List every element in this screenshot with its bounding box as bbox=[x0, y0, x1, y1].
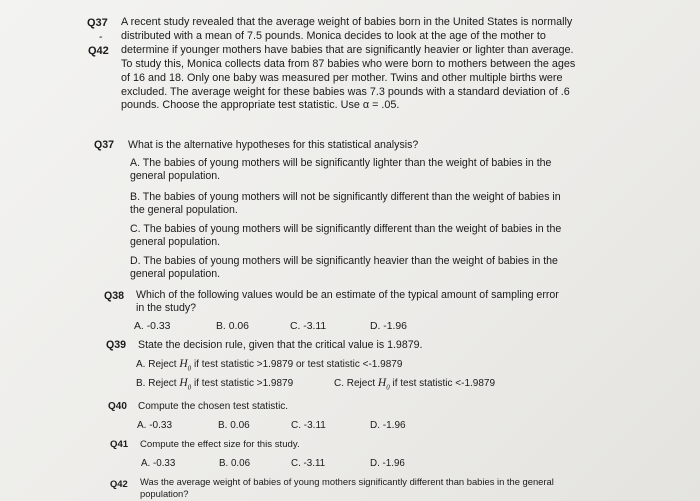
q41-question: Compute the effect size for this study. bbox=[140, 439, 300, 450]
q39-b-prefix: B. Reject bbox=[136, 378, 177, 389]
q39-option-c[interactable] bbox=[334, 377, 495, 394]
q39-option-a[interactable] bbox=[136, 358, 402, 375]
range-dash: - bbox=[99, 31, 103, 43]
q38-option-c[interactable]: C. -3.11 bbox=[290, 321, 327, 332]
q37-question: What is the alternative hypotheses for this statistical analysis? bbox=[128, 139, 419, 151]
q37-option-b[interactable]: B. The babies of young mothers will not be significantly different than the weight of babies in the general population. bbox=[130, 191, 561, 216]
q39-a-suffix: if test statistic >1.9879 or test statistic <-1.9879 bbox=[193, 359, 403, 370]
q38-option-d[interactable]: D. -1.96 bbox=[370, 321, 407, 332]
q40-option-c[interactable]: C. -3.11 bbox=[291, 420, 326, 431]
q39-number: Q39 bbox=[106, 339, 127, 351]
q40-option-b[interactable]: B. 0.06 bbox=[218, 420, 250, 431]
q37-header-number: Q37 bbox=[87, 17, 108, 29]
q39-question: State the decision rule, given that the critical value is 1.9879. bbox=[138, 339, 423, 351]
q42-range-number: Q42 bbox=[88, 45, 109, 57]
null-hypothesis-symbol: $H_0$ bbox=[179, 377, 192, 392]
q40-number: Q40 bbox=[108, 401, 127, 412]
q39-b-suffix: if test statistic >1.9879 bbox=[193, 378, 294, 389]
q40-option-a[interactable]: A. -0.33 bbox=[137, 420, 173, 431]
q39-c-prefix: C. Reject bbox=[334, 378, 376, 389]
q41-number: Q41 bbox=[110, 439, 129, 450]
q41-option-b[interactable]: B. 0.06 bbox=[219, 458, 251, 469]
q39-option-b[interactable] bbox=[136, 377, 293, 394]
q38-number: Q38 bbox=[104, 290, 125, 302]
null-hypothesis-symbol: $H_0$ bbox=[179, 358, 192, 373]
q37-option-d[interactable]: D. The babies of young mothers will be significantly heavier than the weight of babies in the general population. bbox=[130, 255, 558, 280]
q41-option-d[interactable]: D. -1.96 bbox=[370, 458, 405, 469]
scenario-intro-text: A recent study revealed that the average weight of babies born in the United States is normally distributed with a mean of 7.5 pounds. Monica decides to look at the age of the mother to determine if younger mothers have babies that are significantly heavier or lighter than average. To study this, Monica collects data from 87 babies who were born to mothers between the ages of 16 and 18. Only one baby was measured per mother. Twins and other multiple births were excluded. The average weight for these babies was 7.3 pounds with a standard deviation of .6 pounds. Choose the appropriate test statistic. Use α = .05. bbox=[121, 16, 576, 112]
null-hypothesis-symbol: $H_0$ bbox=[377, 377, 390, 392]
q42-question: Was the average weight of babies of young mothers significantly different than babies in the general population? bbox=[140, 476, 554, 499]
q40-question: Compute the chosen test statistic. bbox=[138, 401, 289, 412]
q41-option-c[interactable]: C. -3.11 bbox=[291, 458, 326, 469]
q41-option-a[interactable]: A. -0.33 bbox=[141, 458, 176, 469]
q40-option-d[interactable]: D. -1.96 bbox=[370, 420, 406, 431]
q39-a-prefix: A. Reject bbox=[136, 359, 177, 370]
q38-question: Which of the following values would be an estimate of the typical amount of sampling error in the study? bbox=[136, 289, 559, 314]
q38-option-b[interactable]: B. 0.06 bbox=[216, 321, 249, 332]
q37-option-a[interactable]: A. The babies of young mothers will be significantly lighter than the weight of babies in the general population. bbox=[130, 157, 552, 182]
q37-number: Q37 bbox=[94, 139, 115, 151]
q42-number: Q42 bbox=[110, 478, 128, 489]
q39-c-suffix: if test statistic <-1.9879 bbox=[392, 378, 496, 389]
q38-option-a[interactable]: A. -0.33 bbox=[134, 321, 171, 332]
q37-option-c[interactable]: C. The babies of young mothers will be significantly different than the weight of babies in the general population. bbox=[130, 223, 562, 248]
